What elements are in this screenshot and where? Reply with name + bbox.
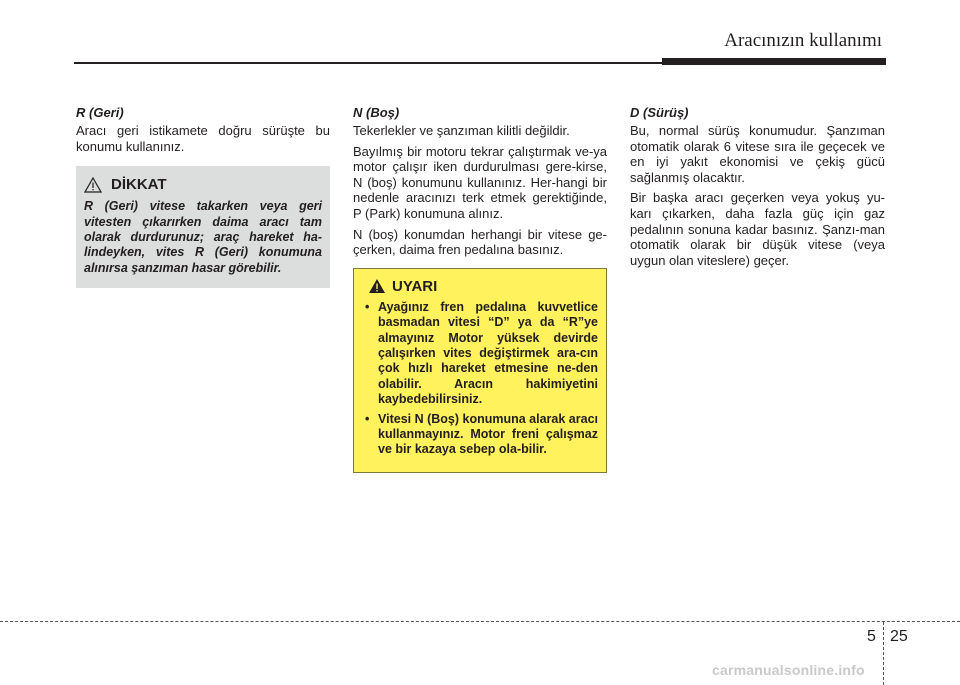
paragraph: N (boş) konumdan herhangi bir vitese ge-çerken, daima fren pedalına basınız.: [353, 226, 607, 258]
warning-list: [362, 300, 598, 458]
warning-title: UYARI: [392, 277, 438, 295]
page-header-title: Aracınızın kullanımı: [724, 30, 882, 51]
section-heading-reverse: R (Geri): [76, 105, 124, 120]
page-number: 25: [890, 628, 908, 645]
caution-text: R (Geri) vitese takarken veya geri vitesten çıkarırken daima aracı tam olarak durdurunuz; araç hareket ha-lindeyken, vites R (Geri) konumuna alınırsa şanzıman hasar görebilir.: [84, 199, 322, 275]
caution-title: DİKKAT: [111, 176, 167, 194]
warning-header: [362, 278, 598, 295]
paragraph: Bayılmış bir motoru tekrar çalıştırmak ve-ya motor çalışır iken durdurulması gere-kirse, N (boş) konumunu kullanınız. Her-hangi bir nedenle aracınızı terk etmek gerektiğinde, P (Park) konumuna alınız.: [353, 143, 607, 221]
header-rule-thick: [662, 58, 886, 65]
chapter-number: 5: [867, 628, 876, 645]
warning-box: [353, 268, 607, 473]
footer-rule: [0, 621, 960, 622]
section-heading-neutral: N (Boş): [353, 105, 400, 120]
column-drive: [630, 104, 885, 273]
column-neutral: [353, 104, 607, 473]
watermark: carmanualsonline.info: [712, 662, 865, 678]
paragraph: Bu, normal sürüş konumudur. Şanzıman otomatik olarak 6 vitese sıra ile geçecek ve en iyi yakıt ekonomisi ve çekiş gücü sağlanmış olacaktır.: [630, 123, 885, 185]
warning-triangle-filled-icon: [368, 278, 386, 294]
warning-triangle-outline-icon: [84, 177, 102, 193]
caution-header: [84, 176, 322, 193]
paragraph: Bir başka aracı geçerken veya yokuş yu-karı çıkarken, daha fazla güç için gaz pedalının sonuna kadar basınız. Şanzı-man otomatik olarak bir düşük vitese (veya uygun olan viteslere) geçer.: [630, 190, 885, 268]
warning-item: • Vitesi N (Boş) konumuna alarak aracı kullanmayınız. Motor freni çalışmaz ve bir kazaya sebep ola-bilir.: [362, 412, 598, 458]
section-heading-drive: D (Sürüş): [630, 105, 689, 120]
caution-box: [76, 166, 330, 288]
header-rule: [74, 62, 662, 64]
paragraph: Tekerlekler ve şanzıman kilitli değildir.: [353, 123, 570, 138]
warning-item: • Ayağınız fren pedalına kuvvetlice basmadan vitesi “D” ya da “R”ye almayınız Motor yüksek devirde çalışırken vites değiştirmek ara-cın çok hızlı hareket etmesine ne-den olabilir. Aracın hakimiyetini kaybedebilirsiniz.: [362, 300, 598, 408]
column-reverse: [76, 104, 330, 288]
page-number-separator: [883, 622, 884, 685]
paragraph: Aracı geri istikamete doğru sürüşte bu konumu kullanınız.: [76, 123, 330, 154]
